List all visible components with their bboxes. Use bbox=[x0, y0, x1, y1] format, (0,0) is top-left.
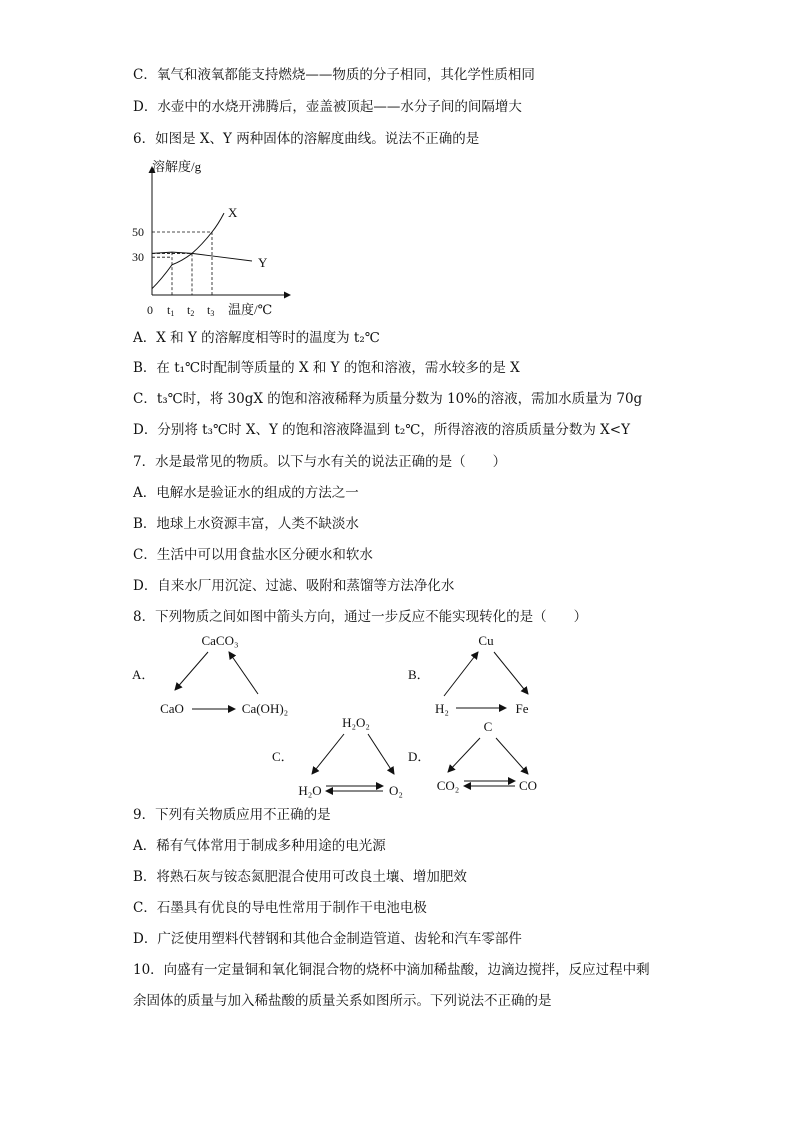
q7-option-d: D．自来水厂用沉淀、过滤、吸附和蒸馏等方法净化水 bbox=[133, 578, 455, 594]
q8-b-right: Fe bbox=[515, 701, 529, 716]
q8-b-left: H₂ bbox=[435, 701, 449, 716]
q8-c-left: H₂O bbox=[298, 783, 322, 798]
q8-d-label: D． bbox=[408, 749, 431, 764]
q8-option-a bbox=[132, 633, 288, 716]
x-tick-subscript: 3 bbox=[210, 309, 215, 318]
q8-d-top: C bbox=[483, 719, 493, 734]
x-axis-label: 温度/℃ bbox=[228, 302, 273, 317]
series-label-X: X bbox=[228, 205, 238, 221]
x-tick-label-t1: t1 bbox=[167, 303, 175, 318]
series-label-Y: Y bbox=[258, 254, 268, 270]
q8-option-d bbox=[408, 719, 537, 793]
origin-label: 0 bbox=[147, 303, 153, 317]
q9-option-c: C．石墨具有优良的导电性常用于制作干电池电极 bbox=[133, 900, 427, 916]
solubility-chart bbox=[132, 155, 300, 320]
q8-stem: 8．下列物质之间如图中箭头方向，通过一步反应不能实现转化的是（ ） bbox=[133, 609, 588, 625]
q8-a-top: CaCO₃ bbox=[201, 633, 239, 648]
q8-d-left: CO₂ bbox=[436, 778, 460, 793]
q8-c-label: C． bbox=[272, 749, 294, 764]
series-curve-X bbox=[152, 213, 224, 289]
q6-option-b: B．在 t₁℃时配制等质量的 X 和 Y 的饱和溶液，需水较多的是 X bbox=[133, 360, 520, 376]
q10-stem-line2: 余固体的质量与加入稀盐酸的质量关系如图所示。下列说法不正确的是 bbox=[133, 993, 552, 1009]
q8-d-right: CO bbox=[518, 778, 538, 793]
q7-option-a: A．电解水是验证水的组成的方法之一 bbox=[133, 485, 359, 501]
x-tick-label-t3: t3 bbox=[207, 303, 215, 318]
q8-diagrams bbox=[130, 628, 570, 803]
q8-a-left: CaO bbox=[160, 701, 184, 716]
q6-option-d: D．分别将 t₃℃时 X、Y 的饱和溶液降温到 t₂℃，所得溶液的溶质质量分数为 X<Y bbox=[133, 422, 631, 438]
q8-option-b bbox=[408, 633, 529, 716]
y-tick-label-50: 50 bbox=[132, 225, 144, 239]
q8-b-label: B． bbox=[408, 667, 430, 682]
q5-option-d: D．水壶中的水烧开沸腾后，壶盖被顶起——水分子间的间隔增大 bbox=[133, 99, 522, 115]
q6-stem: 6．如图是 X、Y 两种固体的溶解度曲线。说法不正确的是 bbox=[133, 131, 480, 147]
q7-option-b: B．地球上水资源丰富，人类不缺淡水 bbox=[133, 516, 359, 532]
q8-c-right: O₂ bbox=[389, 783, 403, 798]
q9-stem: 9．下列有关物质应用不正确的是 bbox=[133, 807, 331, 823]
y-axis-label: 溶解度/g bbox=[152, 159, 202, 174]
x-tick-subscript: 1 bbox=[170, 309, 175, 318]
q8-a-label: A． bbox=[132, 667, 155, 682]
q9-option-b: B．将熟石灰与铵态氮肥混合使用可改良土壤、增加肥效 bbox=[133, 869, 467, 885]
q10-stem-line1: 10．向盛有一定量铜和氧化铜混合物的烧杯中滴加稀盐酸，边滴边搅拌，反应过程中剩 bbox=[133, 962, 650, 978]
q5-option-c: C．氧气和液氧都能支持燃烧——物质的分子相同，其化学性质相同 bbox=[133, 67, 535, 83]
y-tick-label-30: 30 bbox=[132, 250, 144, 265]
q7-option-c: C．生活中可以用食盐水区分硬水和软水 bbox=[133, 547, 373, 563]
x-tick-subscript: 2 bbox=[190, 309, 195, 318]
q8-a-right: Ca(OH)₂ bbox=[241, 701, 289, 716]
q6-option-a: A．X 和 Y 的溶解度相等时的温度为 t₂℃ bbox=[133, 330, 380, 346]
q8-option-c bbox=[272, 715, 403, 798]
q7-stem: 7．水是最常见的物质。以下与水有关的说法正确的是（ ） bbox=[133, 454, 507, 470]
q8-b-top: Cu bbox=[478, 633, 494, 648]
q9-option-a: A．稀有气体常用于制成多种用途的电光源 bbox=[133, 838, 386, 854]
q9-option-d: D．广泛使用塑料代替钢和其他合金制造管道、齿轮和汽车零部件 bbox=[133, 931, 522, 947]
q8-c-top: H₂O₂ bbox=[342, 715, 370, 730]
x-tick-label-t2: t2 bbox=[187, 303, 195, 318]
q6-option-c: C．t₃℃时，将 30gX 的饱和溶液稀释为质量分数为 10%的溶液，需加水质量为 70g bbox=[133, 391, 643, 407]
